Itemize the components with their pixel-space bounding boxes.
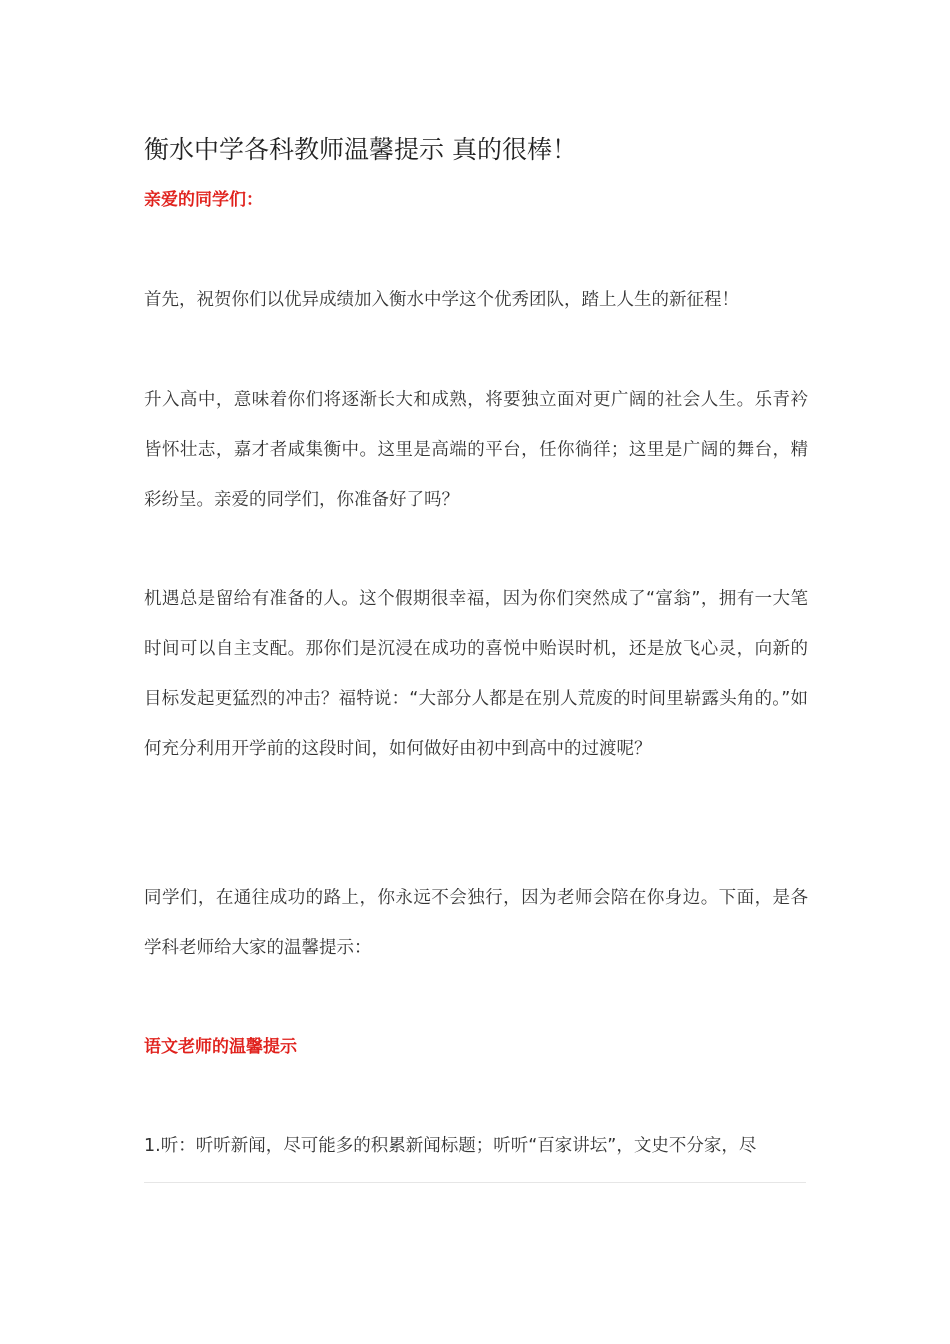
- greeting-heading: 亲爱的同学们：: [144, 190, 263, 210]
- paragraph-congratulations: 首先，祝贺你们以优异成绩加入衡水中学这个优秀团队，踏上人生的新征程！: [144, 290, 739, 310]
- paragraph-opportunity: 机遇总是留给有准备的人。这个假期很幸福，因为你们突然成了“富翁”，拥有一大笔时间可以自主支配。那你们是沉浸在成功的喜悦中贻误时机，还是放飞心灵，向新的目标发起更猛烈的冲击？福特说：“大部分人都是在别人荒废的时间里崭露头角的。”如何充分利用开学前的这段时间，如何做好由初中到高中的过渡呢？: [144, 589, 808, 759]
- bottom-divider: [144, 1182, 806, 1183]
- section-first-line: 1.听：听听新闻，尽可能多的积累新闻标题；听听“百家讲坛”，文史不分家，尽: [144, 1136, 757, 1156]
- section-heading-chinese: 语文老师的温馨提示: [144, 1037, 297, 1057]
- document-title: 衡水中学各科教师温馨提示 真的很棒！: [144, 135, 577, 164]
- paragraph-teachers: 同学们，在通往成功的路上，你永远不会独行，因为老师会陪在你身边。下面，是各学科老师给大家的温馨提示：: [144, 888, 808, 958]
- paragraph-high-school: 升入高中，意味着你们将逐渐长大和成熟，将要独立面对更广阔的社会人生。乐青衿皆怀壮志，嘉才者咸集衡中。这里是高端的平台，任你徜徉；这里是广阔的舞台，精彩纷呈。亲爱的同学们，你准备好了吗？: [144, 390, 808, 510]
